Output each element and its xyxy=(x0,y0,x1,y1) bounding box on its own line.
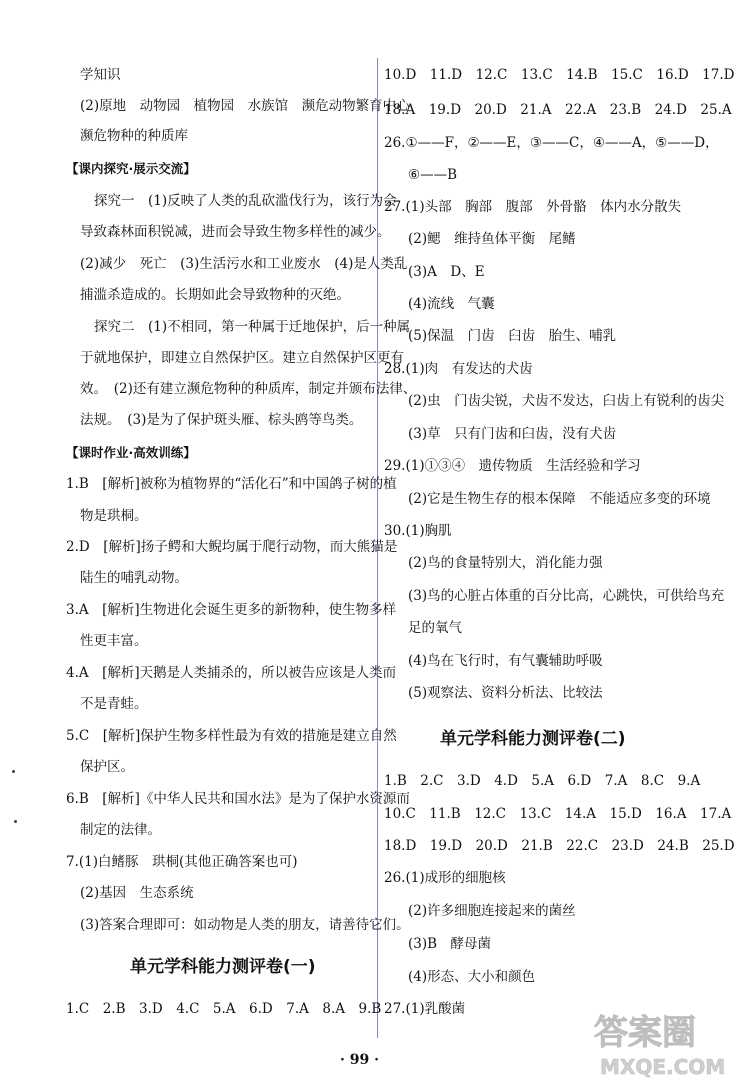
text-line: 效。 (2)还有建立濒危物种的种质库，制定并颁布法律、 xyxy=(80,381,417,397)
text-line: 不是青蛙。 xyxy=(80,696,148,712)
text-line: 陆生的哺乳动物。 xyxy=(80,570,188,586)
text-line: (2)减少 死亡 (3)生活污水和工业废水 (4)是人类乱 xyxy=(80,256,408,272)
answer-line: 3.A [解析]生物进化会诞生更多的新物种，使生物多样 xyxy=(66,602,397,618)
text-line: (3)鸟的心脏占体重的百分比高，心跳快，可供给鸟充 xyxy=(408,588,725,604)
text-line: 探究一 (1)反映了人类的乱砍滥伐行为，该行为会 xyxy=(94,193,397,209)
answer-line: 4.A [解析]天鹅是人类捕杀的，所以被告应该是人类而 xyxy=(66,665,397,681)
margin-dot xyxy=(14,820,17,823)
watermark-bottom: MXQE.COM xyxy=(600,1055,726,1079)
text-line: ⑥——B xyxy=(408,167,458,183)
answer-line: 28.(1)肉 有发达的犬齿 xyxy=(384,361,533,377)
answer-line: 30.(1)胸肌 xyxy=(384,523,452,539)
page-number: · 99 · xyxy=(340,1052,379,1068)
answer-line: 1.C 2.B 3.D 4.C 5.A 6.D 7.A 8.A 9.B xyxy=(66,1001,382,1017)
text-line: (2)它是生物生存的根本保障 不能适应多变的环境 xyxy=(408,491,711,507)
watermark-logo xyxy=(590,1002,740,1082)
text-line: (3)A D、E xyxy=(408,264,485,280)
text-line: (2)虫 门齿尖锐，犬齿不发达，臼齿上有锐利的齿尖 xyxy=(408,393,725,409)
answer-line: 7.(1)白鳍豚 珙桐(其他正确答案也可) xyxy=(66,854,298,870)
text-line: 导致森林面积锐减，进而会导致生物多样性的减少。 xyxy=(80,224,391,240)
text-line: (3)B 酵母菌 xyxy=(408,936,492,952)
section-heading: 【课内探究·展示交流】 xyxy=(66,161,196,176)
text-line: 物是珙桐。 xyxy=(80,508,148,524)
text-line: (3)草 只有门齿和臼齿，没有犬齿 xyxy=(408,426,617,442)
text-line: (2)许多细胞连接起来的菌丝 xyxy=(408,903,576,919)
text-line: (5)保温 门齿 臼齿 胎生、哺乳 xyxy=(408,328,617,344)
test-title: 单元学科能力测评卷(一) xyxy=(130,957,316,977)
text-line: 足的氧气 xyxy=(408,620,462,636)
answer-line: 29.(1)①③④ 遗传物质 生活经验和学习 xyxy=(384,458,641,474)
text-line: 法规。 (3)是为了保护斑头雁、棕头鸥等鸟类。 xyxy=(80,412,363,428)
text-line: 捕滥杀造成的。长期如此会导致物种的灭绝。 xyxy=(80,287,350,303)
answer-line: 27.(1)乳酸菌 xyxy=(384,1001,466,1017)
answer-line: 26.①——F，②——E，③——C，④——A，⑤——D， xyxy=(384,135,719,151)
text-line: (2)基因 生态系统 xyxy=(80,885,194,901)
text-line: 制定的法律。 xyxy=(80,822,161,838)
answer-line: 10.C 11.B 12.C 13.C 14.A 15.D 16.A 17.A xyxy=(384,806,732,822)
text-line: (2)鸟的食量特别大，消化能力强 xyxy=(408,555,603,571)
text-line: 探究二 (1)不相同，第一种属于迁地保护，后一种属 xyxy=(94,319,411,335)
text-line: 性更丰富。 xyxy=(80,633,148,649)
text-line: (5)观察法、资料分析法、比较法 xyxy=(408,685,603,701)
text-line: (2)鳃 维持鱼体平衡 尾鳍 xyxy=(408,231,576,247)
text-line: (3)答案合理即可：如动物是人类的朋友，请善待它们。 xyxy=(80,917,410,933)
watermark-top: 答案圈 xyxy=(594,1013,696,1053)
answer-line: 1.B 2.C 3.D 4.D 5.A 6.D 7.A 8.C 9.A xyxy=(384,773,701,789)
text-line: 学知识 xyxy=(80,67,121,83)
section-heading: 【课时作业·高效训练】 xyxy=(66,445,196,460)
answer-line: 1.B [解析]被称为植物界的“活化石”和中国鸽子树的植 xyxy=(66,476,397,492)
text-line: (2)原地 动物园 植物园 水族馆 濒危动物繁育中心 xyxy=(80,98,410,114)
answer-line: 18.D 19.D 20.D 21.B 22.C 23.D 24.B 25.D xyxy=(384,838,735,854)
answer-line: 2.D [解析]扬子鳄和大鲵均属于爬行动物，而大熊猫是 xyxy=(66,539,398,555)
text-line: 保护区。 xyxy=(80,759,134,775)
answer-line: 26.(1)成形的细胞核 xyxy=(384,870,506,886)
answer-line: 6.B [解析]《中华人民共和国水法》是为了保护水资源而 xyxy=(66,791,410,807)
answer-line: 5.C [解析]保护生物多样性最为有效的措施是建立自然 xyxy=(66,728,397,744)
text-line: (4)形态、大小和颜色 xyxy=(408,969,536,985)
text-line: 濒危物种的种质库 xyxy=(80,128,188,144)
test-title: 单元学科能力测评卷(二) xyxy=(440,729,626,749)
text-line: (4)鸟在飞行时，有气囊辅助呼吸 xyxy=(408,653,603,669)
text-line: (4)流线 气囊 xyxy=(408,296,495,312)
answer-line: 10.D 11.D 12.C 13.C 14.B 15.C 16.D 17.D xyxy=(384,67,735,83)
answer-line: 18.A 19.D 20.D 21.A 22.A 23.B 24.D 25.A xyxy=(384,102,732,118)
margin-dot xyxy=(12,770,15,773)
text-line: 于就地保护，即建立自然保护区。建立自然保护区更有 xyxy=(80,350,404,366)
answer-line: 27.(1)头部 胸部 腹部 外骨骼 体内水分散失 xyxy=(384,199,682,215)
